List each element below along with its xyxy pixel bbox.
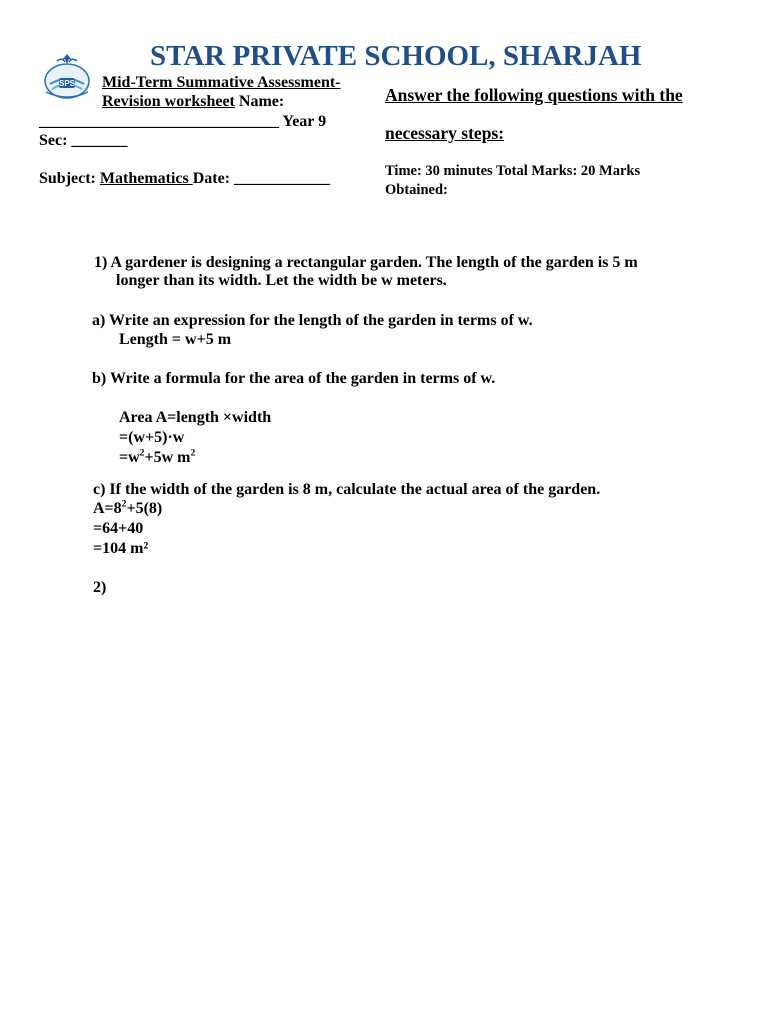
q1c-answer-line1: $A=8^2+5(8)$ xyxy=(93,498,163,517)
q1a-question: a) Write an expression for the length of the garden in terms of w. xyxy=(92,312,533,329)
q1c-answer-line3: =104 m² xyxy=(93,540,149,557)
q1b-answer-line1: Area A=length ×width xyxy=(119,409,272,426)
subject-value: Mathematics xyxy=(99,170,193,187)
q1b-answer-line2: =(w+5)·w xyxy=(119,429,185,446)
q1a-answer: Length = w+5 m xyxy=(119,331,232,348)
school-title: STAR PRIVATE SCHOOL, SHARJAH xyxy=(150,40,642,72)
section-label: Sec: _______ xyxy=(39,131,128,149)
name-label: Name: xyxy=(234,92,285,110)
q1-stem-line2: longer than its width. Let the width be w meters. xyxy=(116,272,447,289)
assessment-title-line1: Mid-Term Summative Assessment- xyxy=(102,74,341,91)
q1-stem-line1: 1) A gardener is designing a rectangular garden. The length of the garden is 5 m xyxy=(94,254,638,271)
svg-text:SPS: SPS xyxy=(58,79,76,88)
instructions-line2: necessary steps: xyxy=(385,123,505,143)
q1c-question: c) If the width of the garden is 8 m, calculate the actual area of the garden. xyxy=(93,481,601,498)
time-marks-block xyxy=(385,162,640,200)
instructions-line1: Answer the following questions with the xyxy=(385,85,683,105)
q1b-question: b) Write a formula for the area of the garden in terms of w. xyxy=(92,370,496,387)
marks-obtained: Obtained: xyxy=(385,182,448,198)
year-label: Year 9 xyxy=(279,113,327,130)
q2-label: 2) xyxy=(93,579,107,596)
q1b-answer-line3: $=w^2+5w$ $m^2$ xyxy=(119,447,196,466)
time-and-marks: Time: 30 minutes Total Marks: 20 Marks xyxy=(385,163,641,179)
name-blank: ______________________________ xyxy=(39,113,279,130)
subject-label: Subject: xyxy=(39,170,100,187)
date-label: Date: ____________ xyxy=(192,170,331,187)
student-info-block xyxy=(39,74,381,189)
q1c-answer-line2: =64+40 xyxy=(93,520,144,537)
assessment-title-line2: Revision worksheet xyxy=(102,92,235,110)
instructions xyxy=(385,76,745,152)
